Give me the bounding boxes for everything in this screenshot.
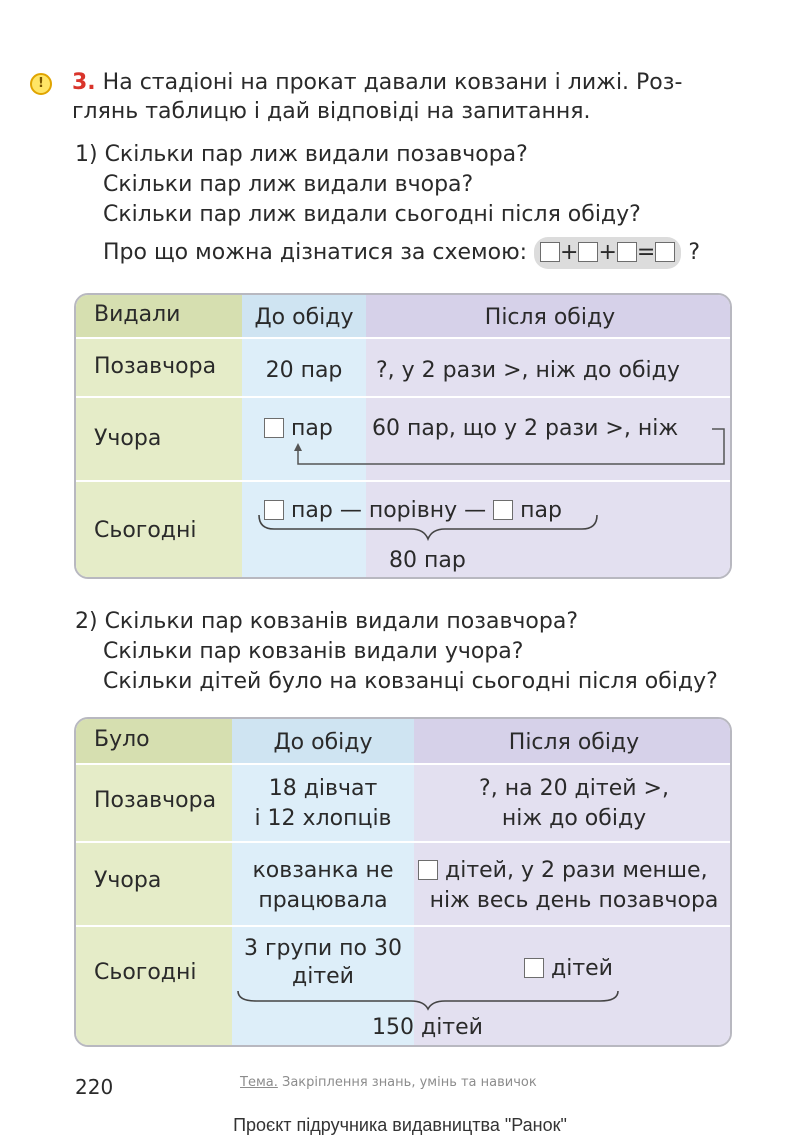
scheme-text: Про що можна дізнатися за схемою: bbox=[103, 240, 528, 265]
plus-sign: + bbox=[560, 240, 579, 265]
scheme-formula bbox=[534, 237, 681, 269]
part1-question-3: Скільки пар лиж видали сьогодні після обіду? bbox=[103, 202, 641, 227]
publisher-note: Проєкт підручника видавництва "Ранок" bbox=[233, 1115, 567, 1135]
pairs-unit: пар bbox=[291, 498, 333, 523]
children-unit: дітей bbox=[551, 956, 613, 981]
equals-sign: = bbox=[636, 240, 656, 265]
table2-row1-after-line1: ?, на 20 дітей >, bbox=[479, 776, 669, 801]
part2-question-2: Скільки пар ковзанів видали учора? bbox=[103, 639, 524, 664]
table2-header-label: Було bbox=[94, 727, 150, 752]
answer-box[interactable] bbox=[655, 242, 675, 262]
table2-row1-after-line2: ніж до обіду bbox=[501, 806, 647, 831]
children-less-text: дітей, у 2 рази менше, bbox=[445, 858, 708, 883]
table1-row2-after: 60 пар, що у 2 рази >, ніж bbox=[372, 416, 679, 441]
brace-icon bbox=[76, 295, 732, 579]
part1-question-1: 1) Скільки пар лиж видали позавчора? bbox=[75, 142, 528, 167]
table2-row3-before-line1: 3 групи по 30 bbox=[243, 936, 403, 961]
table2-row3-before-line2: дітей bbox=[292, 964, 354, 989]
table2-header-before: До обіду bbox=[273, 730, 373, 755]
table1-header-label: Видали bbox=[94, 302, 181, 327]
topic-label: Тема. bbox=[240, 1075, 278, 1090]
table1-row1-before: 20 пар bbox=[265, 358, 343, 383]
table2-row3-total: 150 дітей bbox=[372, 1015, 483, 1040]
table-skates bbox=[74, 717, 732, 1047]
table2-row3-label: Сьогодні bbox=[94, 960, 197, 985]
task-intro-line1 bbox=[72, 68, 682, 98]
answer-box[interactable] bbox=[617, 242, 637, 262]
plus-sign: + bbox=[598, 240, 617, 265]
part1-question-2: Скільки пар лиж видали вчора? bbox=[103, 172, 474, 197]
table2-row2-after-line2: ніж весь день позавчора bbox=[429, 888, 719, 913]
brace-icon bbox=[76, 719, 732, 1047]
table1-header-before: До обіду bbox=[254, 305, 354, 330]
scheme-question-mark: ? bbox=[688, 240, 701, 265]
table1-row1-label: Позавчора bbox=[94, 354, 217, 379]
pairs-unit: пар bbox=[520, 498, 562, 523]
table2-row1-before-line1: 18 дівчат bbox=[268, 776, 378, 801]
table2-row1-before-line2: і 12 хлопців bbox=[254, 806, 392, 831]
table1-row1-after: ?, у 2 рази >, ніж до обіду bbox=[376, 358, 680, 383]
pairs-unit: пар bbox=[291, 416, 333, 441]
table2-row2-label: Учора bbox=[94, 868, 162, 893]
table1-header-after: Після обіду bbox=[484, 305, 616, 330]
part2-question-3: Скільки дітей було на ковзанці сьогодні після обіду? bbox=[103, 669, 718, 694]
part1-scheme-line bbox=[103, 237, 700, 269]
page-number: 220 bbox=[75, 1075, 114, 1099]
table2-header-after: Після обіду bbox=[508, 730, 640, 755]
topic-text: Закріплення знань, умінь та навичок bbox=[282, 1075, 537, 1090]
part2-question-1: 2) Скільки пар ковзанів видали позавчора? bbox=[75, 609, 578, 634]
task-intro-text: На стадіоні на прокат давали ковзани і лижі. Роз- bbox=[102, 70, 683, 95]
task-intro-line2: глянь таблицю і дай відповіді на запитання. bbox=[72, 99, 591, 124]
table1-row2-label: Учора bbox=[94, 426, 162, 451]
table2-row2-before-line1: ковзанка не bbox=[252, 858, 394, 883]
table-skis bbox=[74, 293, 732, 579]
answer-box[interactable] bbox=[540, 242, 560, 262]
table1-row3-label: Сьогодні bbox=[94, 518, 197, 543]
table1-row3-total: 80 пар bbox=[389, 548, 466, 573]
equal-split-text: — порівну — bbox=[339, 498, 487, 523]
topic-line bbox=[240, 1075, 537, 1090]
task-number: 3. bbox=[72, 70, 96, 95]
table2-row1-label: Позавчора bbox=[94, 788, 217, 813]
answer-box[interactable] bbox=[578, 242, 598, 262]
table2-row2-before-line2: працювала bbox=[258, 888, 388, 913]
warning-icon: ! bbox=[30, 73, 52, 95]
